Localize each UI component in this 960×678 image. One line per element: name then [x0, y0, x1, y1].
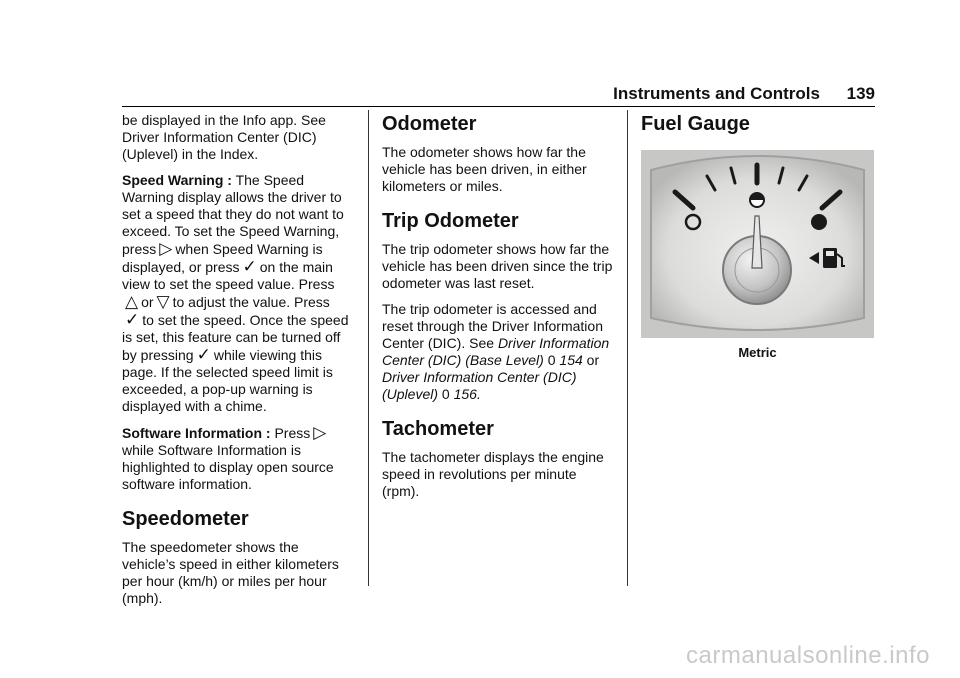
text: when Speed Warning is displayed, or press [122, 241, 323, 275]
text: to set the speed. Once the speed is set, this feature can be turned off by pressing [122, 312, 349, 363]
down-arrow-icon: ▽ [156, 292, 170, 311]
heading-speedometer: Speedometer [122, 508, 249, 530]
header-rule [122, 106, 875, 107]
fuel-gauge-illustration [641, 150, 874, 338]
up-arrow-icon: △ [125, 292, 139, 311]
cross-reference-link[interactable]: Driver Information Center (DIC) (Uplevel) [382, 369, 577, 402]
page-ref-icon: 0 [441, 386, 450, 402]
heading-fuel-gauge: Fuel Gauge [641, 113, 750, 135]
page-header [0, 80, 960, 110]
software-info-label: Software Information : [122, 425, 271, 441]
heading-tachometer: Tachometer [382, 418, 494, 440]
paragraph-speed-warning [122, 172, 354, 415]
section-title: Instruments and Controls [613, 84, 820, 103]
heading-odometer: Odometer [382, 113, 477, 135]
paragraph-software-info [122, 424, 354, 493]
paragraph-trip-2 [382, 301, 614, 403]
page-number: 139 [846, 84, 875, 103]
column-divider-2 [627, 110, 628, 586]
text: while Software Information is highlighted to display open source software information. [122, 442, 334, 492]
text: See [469, 335, 495, 351]
page-ref-icon: 0 [547, 352, 556, 368]
paragraph-trip-1: The trip odometer shows how far the vehicle has been driven since the trip odometer was last reset. [382, 241, 613, 291]
check-icon: ✓ [196, 345, 211, 364]
text: Press [274, 425, 311, 441]
speed-warning-label: Speed Warning : [122, 172, 232, 188]
page-ref[interactable]: 156. [453, 386, 481, 402]
right-arrow-icon: ▷ [159, 239, 173, 258]
column-3 [641, 112, 874, 361]
text: be displayed in the Info app. See [122, 112, 326, 128]
paragraph-tachometer: The tachometer displays the engine speed in revolutions per minute (rpm). [382, 449, 604, 499]
text: The trip odometer is accessed and reset through the Driver Information Center (DIC). [382, 301, 603, 351]
column-divider-1 [368, 110, 369, 586]
page-ref[interactable]: 154 [559, 352, 583, 368]
full-marker-icon [811, 214, 827, 230]
text: The Speed Warning display allows the driver to set a speed that they do not want to exceed. To set the Speed Warning, press [122, 172, 344, 257]
cross-reference-link[interactable]: Driver Information Center (DIC) (Base Level) [382, 335, 610, 368]
right-arrow-icon: ▷ [313, 423, 327, 442]
text: to adjust the value. Press [172, 294, 330, 310]
figure-caption: Metric [738, 345, 777, 360]
cross-reference: Driver Information Center (DIC) (Uplevel) [122, 129, 317, 162]
check-icon: ✓ [125, 310, 140, 329]
heading-trip-odometer: Trip Odometer [382, 210, 519, 232]
check-icon: ✓ [242, 257, 257, 276]
text: on the main view to set the speed value. Press [122, 259, 335, 292]
text: in the Index. [181, 146, 259, 162]
column-1 [122, 112, 354, 616]
paragraph-speedometer: The speedometer shows the vehicle’s speed in either kilometers per hour (km/h) or miles per hour (mph). [122, 539, 339, 606]
column-2 [382, 112, 614, 509]
watermark: carmanualsonline.info [686, 642, 930, 669]
paragraph-info-app [122, 112, 354, 163]
text: or [586, 352, 600, 368]
text: while viewing this page. If the selected speed limit is exceeded, a pop-up warning is displayed with a chime. [122, 347, 333, 414]
text: or [141, 294, 154, 310]
paragraph-odometer: The odometer shows how far the vehicle has been driven, in either kilometers or miles. [382, 144, 587, 194]
